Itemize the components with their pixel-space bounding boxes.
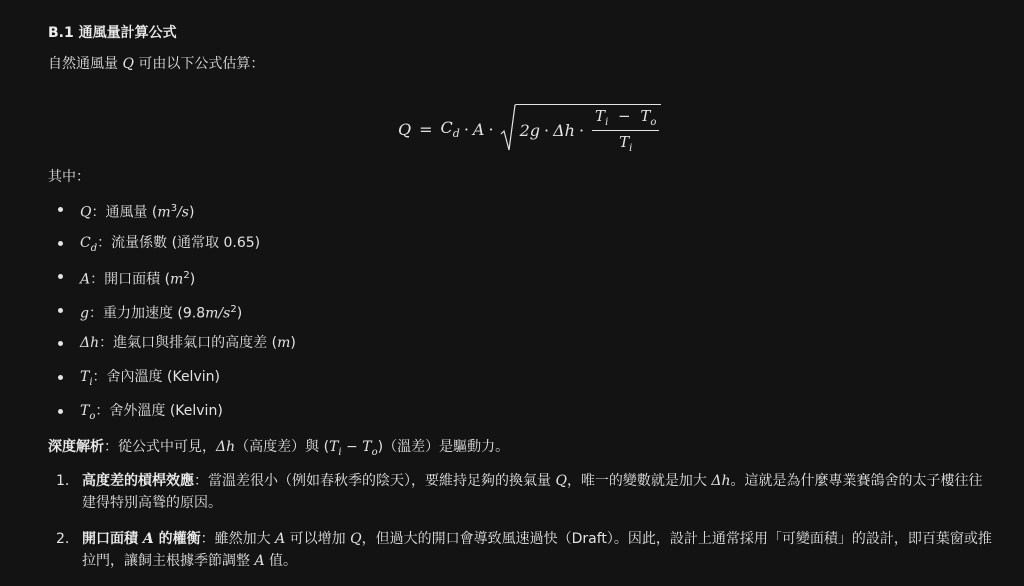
point-text: ：當溫差很小（例如春秋季的陰天），要維持足夠的換氣量 <box>194 473 556 489</box>
var-close: ) <box>236 305 243 322</box>
list-item <box>48 263 296 297</box>
point-title: 高度差的槓桿效應 <box>82 473 194 489</box>
point-text: 可以增加 <box>285 531 351 547</box>
var-symbol: Q <box>80 204 92 221</box>
var-unit: m <box>277 335 291 352</box>
var-desc: ：流量係數 (通常取 0.65) <box>97 234 261 251</box>
analysis-text: ：從公式中可見， <box>104 439 216 455</box>
intro-text-end: 可由以下公式估算： <box>133 56 265 72</box>
var-desc: ：重力加速度 (9.8 <box>88 305 206 322</box>
analysis-to: T <box>362 439 372 455</box>
var-unit: m <box>157 204 171 221</box>
num-to: T <box>640 107 651 125</box>
list-item <box>48 364 296 398</box>
var-unit-sup: 3 <box>170 203 178 214</box>
var-symbol: C <box>80 234 91 251</box>
bullet-icon <box>58 207 63 212</box>
point-symbol: Δh <box>711 473 731 489</box>
bullet-icon <box>58 409 63 414</box>
var-sub: o <box>89 410 96 422</box>
var-unit: m/s <box>205 305 231 322</box>
section-heading: B.1 通風量計算公式 <box>48 25 177 41</box>
var-unit-rest: /s <box>177 204 189 221</box>
formula-cd-main: C <box>440 117 453 137</box>
formula-2g: 2g <box>519 121 540 140</box>
point-title-b: 的權衡 <box>153 531 201 547</box>
point-symbol: A <box>275 531 286 547</box>
var-sub: i <box>89 376 93 388</box>
list-item <box>48 230 296 264</box>
var-close: ) <box>290 335 296 352</box>
analysis-text: （高度差）與 ( <box>235 439 330 455</box>
var-symbol: T <box>80 368 90 385</box>
var-desc: ：舍內溫度 (Kelvin) <box>92 368 220 385</box>
var-symbol: g <box>80 305 89 322</box>
point-title <box>82 531 201 547</box>
var-desc: ：舍外溫度 (Kelvin) <box>95 402 223 419</box>
analysis-text: )（溫差）是驅動力。 <box>377 439 510 455</box>
bullet-icon <box>58 308 63 313</box>
num-ti-sub: i <box>605 117 609 128</box>
var-sub: d <box>90 242 98 254</box>
intro-symbol: Q <box>122 56 134 72</box>
den-ti-sub: i <box>629 143 633 154</box>
list-item <box>48 297 296 331</box>
formula-equals: = <box>419 119 433 139</box>
var-unit: m <box>170 271 184 288</box>
formula-dot: · <box>578 121 585 140</box>
analysis-to-sub: o <box>371 446 378 458</box>
point-text: ，唯一的變數就是加大 <box>566 473 712 489</box>
num-ti: T <box>595 107 606 125</box>
formula-dot: · <box>463 119 469 139</box>
analysis-minus: − <box>341 439 363 455</box>
point-symbol: A <box>254 553 265 569</box>
list-item <box>48 330 296 364</box>
formula-sqrt <box>500 104 662 154</box>
var-symbol: A <box>80 271 91 288</box>
analysis-paragraph <box>48 436 509 458</box>
list-item <box>48 196 296 230</box>
bullet-icon <box>58 241 63 246</box>
point-text: ，但過大的開口會導致風速過快（Draft）。因此，設計上通常採用「可變面積」的設計，即百葉窗或推拉門，讓飼主根據季節調整 <box>82 531 992 569</box>
var-desc: ：開口面積 ( <box>90 271 171 288</box>
formula-dot: · <box>544 121 550 140</box>
list-item <box>48 528 994 572</box>
var-desc: ：進氣口與排氣口的高度差 ( <box>99 335 278 352</box>
intro-paragraph <box>48 53 264 73</box>
formula-delta-h: Δh <box>553 121 575 140</box>
var-desc: ：通風量 ( <box>91 204 158 221</box>
var-close: ) <box>189 271 196 288</box>
analysis-points <box>48 470 994 586</box>
list-number: 1. <box>56 473 70 489</box>
variable-list <box>48 196 296 431</box>
var-symbol: Δh <box>80 335 100 352</box>
analysis-delta-h: Δh <box>216 439 236 455</box>
point-symbol: Q <box>555 473 567 489</box>
analysis-ti-sub: i <box>338 446 342 458</box>
num-to-sub: o <box>650 117 657 128</box>
point-text: ：雖然加大 <box>200 531 276 547</box>
formula-cd-sub: d <box>452 127 460 141</box>
where-label: 其中： <box>48 169 90 185</box>
list-item <box>48 398 296 432</box>
point-title-symbol: A <box>142 531 154 547</box>
formula-lhs: Q <box>398 119 412 139</box>
analysis-ti: T <box>329 439 339 455</box>
num-minus: − <box>618 107 631 125</box>
radical-sign-icon <box>500 104 516 152</box>
analysis-label: 深度解析 <box>48 439 104 455</box>
point-text: 值。 <box>264 553 298 569</box>
bullet-icon <box>58 375 63 380</box>
den-ti: T <box>619 133 630 151</box>
intro-text: 自然通風量 <box>48 56 123 72</box>
var-close: ) <box>188 204 195 221</box>
var-unit-sup: 2 <box>183 270 190 282</box>
list-item <box>48 470 994 514</box>
formula-fraction <box>592 107 659 154</box>
formula-dot: · <box>488 119 494 139</box>
fraction-denominator <box>619 131 632 154</box>
ventilation-formula <box>398 103 661 155</box>
formula-cd <box>441 118 460 140</box>
var-unit-sup: 2 <box>230 303 237 315</box>
list-number: 2. <box>56 531 70 547</box>
bullet-icon <box>58 341 63 346</box>
var-symbol: T <box>80 402 90 419</box>
point-symbol: Q <box>350 531 362 547</box>
point-title-a: 開口面積 <box>82 531 143 547</box>
bullet-icon <box>58 274 63 279</box>
point-text: 。這就是為什麼專業賽鴿舍的太子樓往往建得特別高聳的原因。 <box>82 473 983 511</box>
fraction-numerator <box>592 107 659 131</box>
formula-radicand <box>516 104 662 154</box>
formula-area: A <box>472 119 485 139</box>
